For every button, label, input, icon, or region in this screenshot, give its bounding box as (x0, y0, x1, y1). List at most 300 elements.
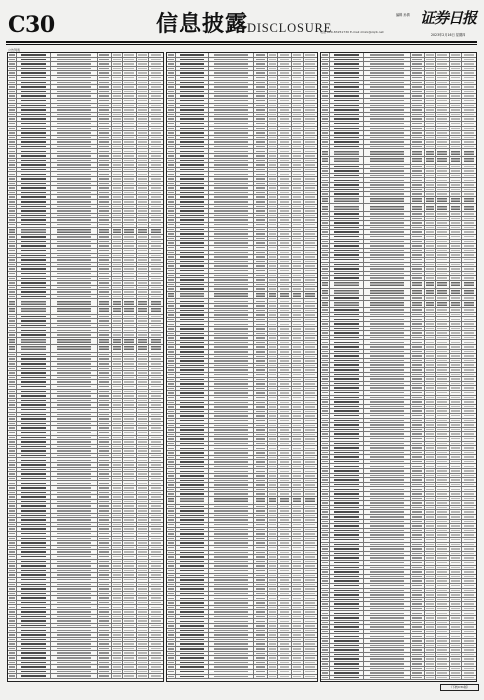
table-cell (149, 299, 163, 306)
table-cell (254, 587, 268, 591)
table-cell (51, 578, 98, 582)
table-cell (254, 633, 268, 637)
table-cell (167, 241, 176, 245)
table-cell (304, 332, 318, 336)
table-cell (137, 440, 149, 444)
table-cell (112, 195, 123, 199)
table-cell (425, 483, 436, 487)
table-cell (112, 315, 123, 319)
table-cell (425, 543, 436, 547)
table-cell (254, 237, 268, 241)
table-cell (123, 495, 137, 499)
table-cell (278, 587, 292, 591)
table-cell (411, 524, 425, 528)
table-cell (167, 191, 176, 195)
table-cell (123, 85, 137, 89)
table-cell (330, 249, 364, 253)
table-cell (137, 403, 149, 407)
table-cell (176, 214, 209, 218)
table-cell (462, 589, 476, 593)
table-cell (8, 491, 17, 495)
table-cell (411, 267, 425, 271)
table-column-2 (166, 52, 318, 682)
table-cell (425, 178, 436, 182)
table-cell (51, 436, 98, 440)
table-cell (450, 630, 462, 634)
table-cell (278, 391, 292, 395)
table-cell (209, 58, 254, 62)
table-cell (364, 340, 411, 344)
table-cell (304, 537, 318, 541)
table-cell (425, 405, 436, 409)
table-cell (425, 386, 436, 390)
table-cell (268, 205, 279, 209)
table-cell (17, 307, 51, 314)
table-cell (176, 629, 209, 633)
table-cell (17, 509, 51, 513)
table-cell (364, 368, 411, 372)
table-cell (411, 492, 425, 496)
table-cell (17, 367, 51, 371)
table-cell (98, 661, 112, 665)
table-cell (304, 410, 318, 414)
table-cell (149, 422, 163, 426)
table-cell (137, 564, 149, 568)
table-cell (304, 387, 318, 391)
table-cell (51, 546, 98, 550)
table-cell (364, 373, 411, 377)
table-cell (98, 307, 112, 314)
table-cell (321, 67, 330, 71)
table-cell (425, 345, 436, 349)
table-cell (254, 241, 268, 245)
table-cell (364, 483, 411, 487)
table-cell (98, 345, 112, 352)
table-cell (137, 491, 149, 495)
table-cell (330, 204, 364, 211)
table-cell (304, 309, 318, 313)
table-cell (123, 532, 137, 536)
table-cell (149, 642, 163, 646)
table-cell (167, 610, 176, 614)
table-cell (278, 541, 292, 545)
table-cell (321, 657, 330, 661)
table-cell (149, 514, 163, 518)
table-cell (330, 230, 364, 234)
table-cell (51, 380, 98, 384)
table-cell (304, 200, 318, 204)
table-cell (123, 371, 137, 375)
table-cell (8, 159, 17, 163)
table-cell (17, 240, 51, 244)
table-cell (462, 67, 476, 71)
table-cell (17, 214, 51, 218)
table-cell (436, 400, 450, 404)
table-cell (364, 244, 411, 248)
table-cell (51, 481, 98, 485)
table-cell (364, 169, 411, 173)
table-cell (209, 140, 254, 144)
table-cell (425, 464, 436, 468)
table-cell (450, 317, 462, 321)
table-cell (167, 159, 176, 163)
table-cell (304, 218, 318, 222)
table-cell (167, 528, 176, 532)
table-cell (278, 564, 292, 568)
table-cell (450, 221, 462, 225)
table-cell (209, 327, 254, 331)
table-cell (268, 345, 279, 349)
table-cell (167, 424, 176, 428)
table-cell (98, 295, 112, 299)
table-cell (450, 483, 462, 487)
table-cell (137, 472, 149, 476)
table-cell (268, 451, 279, 455)
table-cell (268, 318, 279, 322)
table-cell (209, 67, 254, 71)
table-cell (268, 327, 279, 331)
table-cell (268, 465, 279, 469)
table-cell (176, 497, 209, 504)
table-cell (321, 373, 330, 377)
table-cell (411, 131, 425, 135)
table-cell (411, 336, 425, 340)
table-cell (8, 560, 17, 564)
table-cell (411, 165, 425, 169)
table-cell (209, 578, 254, 582)
table-cell (8, 578, 17, 582)
table-cell (436, 263, 450, 267)
table-cell (304, 195, 318, 199)
table-cell (364, 529, 411, 533)
table-cell (167, 232, 176, 236)
table-cell (268, 479, 279, 483)
table-cell (17, 564, 51, 568)
table-cell (123, 647, 137, 651)
table-cell (330, 108, 364, 112)
table-cell (436, 99, 450, 103)
table-cell (411, 671, 425, 675)
table-cell (268, 255, 279, 259)
table-cell (321, 644, 330, 648)
table-cell (51, 281, 98, 285)
table-cell (254, 122, 268, 126)
table-cell (176, 642, 209, 646)
table-cell (17, 136, 51, 140)
table-cell (176, 336, 209, 340)
table-cell (149, 324, 163, 328)
table-cell (411, 85, 425, 89)
table-cell (321, 240, 330, 244)
table-cell (123, 624, 137, 628)
table-cell (209, 564, 254, 568)
table-cell (292, 341, 304, 345)
table-cell (137, 168, 149, 172)
table-cell (8, 541, 17, 545)
table-cell (209, 401, 254, 405)
table-cell (209, 149, 254, 153)
table-cell (176, 647, 209, 651)
table-cell (268, 131, 279, 135)
table-cell (364, 192, 411, 196)
table-cell (278, 209, 292, 213)
table-cell (425, 653, 436, 657)
table-cell (321, 584, 330, 588)
table-cell (411, 487, 425, 491)
table-cell (278, 67, 292, 71)
table-cell (292, 537, 304, 541)
contact-line: 电话 010-83251730 E-mail zmzx@zqrb.net (320, 30, 384, 34)
table-cell (209, 629, 254, 633)
table-cell (149, 380, 163, 384)
table-cell (8, 413, 17, 417)
table-cell (149, 277, 163, 281)
table-cell (292, 191, 304, 195)
table-cell (292, 373, 304, 377)
table-cell (436, 157, 450, 164)
table-cell (51, 104, 98, 108)
table-cell (278, 460, 292, 464)
table-cell (167, 505, 176, 509)
table-cell (268, 186, 279, 190)
table-cell (436, 575, 450, 579)
table-cell (364, 657, 411, 661)
table-cell (149, 209, 163, 213)
table-cell (8, 244, 17, 248)
table-cell (149, 440, 163, 444)
table-cell (436, 602, 450, 606)
table-cell (364, 165, 411, 169)
table-cell (8, 113, 17, 117)
table-cell (112, 333, 123, 337)
table-cell (268, 424, 279, 428)
table-cell (176, 287, 209, 291)
table-cell (364, 556, 411, 560)
table-cell (149, 518, 163, 522)
table-cell (254, 523, 268, 527)
table-cell (112, 209, 123, 213)
table-cell (8, 136, 17, 140)
table-cell (330, 396, 364, 400)
table-cell (292, 108, 304, 112)
table-cell (123, 258, 137, 262)
table-cell (137, 394, 149, 398)
newspaper-logo: 证券日报 (420, 9, 477, 27)
table-cell (51, 131, 98, 135)
table-cell (425, 322, 436, 326)
table-cell (364, 510, 411, 514)
table-cell (268, 592, 279, 596)
table-cell (254, 214, 268, 218)
table-cell (112, 555, 123, 559)
table-cell (364, 602, 411, 606)
table-cell (167, 606, 176, 610)
table-cell (149, 168, 163, 172)
table-cell (209, 652, 254, 656)
table-cell (149, 67, 163, 71)
table-cell (167, 497, 176, 504)
table-cell (462, 212, 476, 216)
table-cell (364, 474, 411, 478)
table-cell (8, 338, 17, 345)
table-cell (254, 656, 268, 660)
table-cell (450, 359, 462, 363)
table-cell (450, 423, 462, 427)
table-cell (123, 642, 137, 646)
table-cell (321, 593, 330, 597)
table-cell (268, 228, 279, 232)
table-cell (462, 336, 476, 340)
table-cell (321, 437, 330, 441)
table-cell (51, 615, 98, 619)
table-cell (268, 574, 279, 578)
table-cell (436, 204, 450, 211)
table-cell (436, 313, 450, 317)
table-cell (51, 240, 98, 244)
table-cell (462, 204, 476, 211)
table-cell (462, 483, 476, 487)
table-cell (167, 364, 176, 368)
table-cell (450, 313, 462, 317)
table-cell (364, 432, 411, 436)
table-cell (321, 648, 330, 652)
table-cell (176, 638, 209, 642)
table-cell (8, 191, 17, 195)
table-cell (450, 644, 462, 648)
table-cell (176, 122, 209, 126)
table-cell (176, 652, 209, 656)
table-cell (98, 656, 112, 660)
table-cell (149, 661, 163, 665)
table-cell (137, 619, 149, 623)
table-cell (364, 174, 411, 178)
table-cell (123, 491, 137, 495)
table-cell (8, 168, 17, 172)
table-cell (17, 117, 51, 121)
table-cell (278, 122, 292, 126)
table-cell (167, 336, 176, 340)
table-cell (425, 240, 436, 244)
table-cell (450, 396, 462, 400)
table-cell (51, 154, 98, 158)
table-cell (98, 163, 112, 167)
table-cell (254, 514, 268, 518)
table-cell (364, 520, 411, 524)
table-cell (112, 518, 123, 522)
table-cell (462, 561, 476, 565)
table-cell (167, 309, 176, 313)
table-cell (462, 423, 476, 427)
table-cell (149, 417, 163, 421)
table-cell (330, 469, 364, 473)
table-cell (254, 345, 268, 349)
table-cell (209, 260, 254, 264)
table-cell (17, 624, 51, 628)
table-cell (209, 332, 254, 336)
table-cell (278, 560, 292, 564)
table-cell (436, 497, 450, 501)
table-cell (123, 426, 137, 430)
table-cell (8, 532, 17, 536)
table-cell (98, 205, 112, 209)
table-cell (254, 304, 268, 308)
table-cell (8, 281, 17, 285)
table-cell (304, 596, 318, 600)
table-cell (112, 445, 123, 449)
table-cell (209, 246, 254, 250)
table-cell (292, 214, 304, 218)
table-cell (292, 578, 304, 582)
table-cell (149, 454, 163, 458)
table-cell (321, 469, 330, 473)
table-cell (330, 538, 364, 542)
table-cell (254, 251, 268, 255)
table-cell (176, 255, 209, 259)
table-cell (364, 313, 411, 317)
table-cell (176, 90, 209, 94)
table-cell (8, 182, 17, 186)
table-cell (425, 497, 436, 501)
table-cell (209, 251, 254, 255)
table-cell (51, 263, 98, 267)
table-cell (278, 656, 292, 660)
table-cell (268, 149, 279, 153)
table-cell (411, 451, 425, 455)
table-cell (149, 149, 163, 153)
table-cell (292, 574, 304, 578)
table-cell (112, 163, 123, 167)
table-cell (425, 501, 436, 505)
table-cell (167, 615, 176, 619)
table-cell (278, 246, 292, 250)
table-cell (8, 353, 17, 357)
table-cell (98, 149, 112, 153)
table-cell (254, 414, 268, 418)
table-cell (425, 524, 436, 528)
table-cell (450, 469, 462, 473)
table-cell (364, 263, 411, 267)
table-cell (123, 140, 137, 144)
table-cell (436, 579, 450, 583)
table-cell (176, 264, 209, 268)
table-cell (209, 62, 254, 66)
table-cell (167, 53, 176, 57)
table-cell (450, 552, 462, 556)
table-cell (17, 108, 51, 112)
table-cell (149, 477, 163, 481)
table-cell (278, 410, 292, 414)
table-cell (176, 479, 209, 483)
table-cell (123, 560, 137, 564)
table-cell (17, 399, 51, 403)
table-cell (149, 240, 163, 244)
table-cell (112, 477, 123, 481)
table-cell (149, 550, 163, 554)
table-cell (436, 276, 450, 280)
table-cell (98, 422, 112, 426)
table-cell (8, 140, 17, 144)
table-cell (304, 287, 318, 291)
table-cell (98, 235, 112, 239)
table-cell (364, 446, 411, 450)
table-cell (209, 610, 254, 614)
table-cell (149, 122, 163, 126)
table-cell (167, 283, 176, 287)
table-cell (364, 178, 411, 182)
table-cell (321, 317, 330, 321)
table-cell (436, 183, 450, 187)
table-cell (462, 258, 476, 262)
